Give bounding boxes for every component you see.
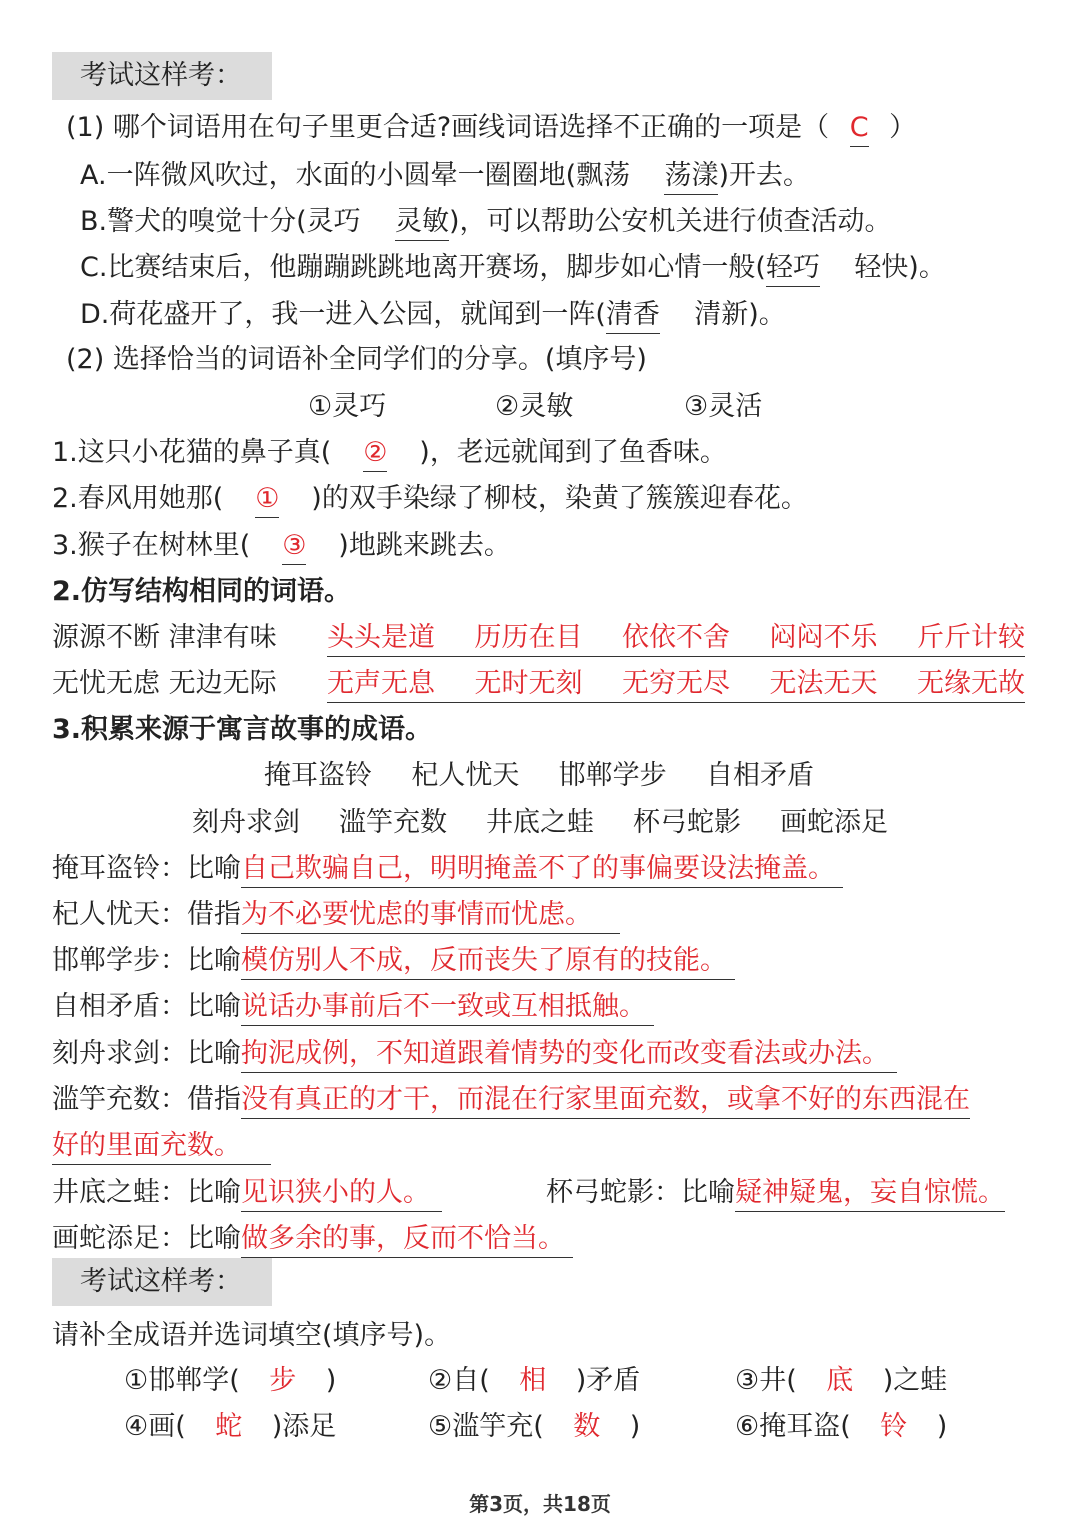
page-number: 第3页，共18页 — [469, 1492, 611, 1516]
def-9: 画蛇添足：比喻做多余的事，反而不恰当。 — [52, 1221, 573, 1258]
section3-heading: 3.积累来源于寓言故事的成语。 — [52, 714, 433, 745]
exam-tag: 考试这样考： — [52, 52, 272, 100]
section2-row-1-examples: 源源不断 津津有味 — [52, 622, 277, 653]
exam-tag-2: 考试这样考： — [52, 1258, 272, 1306]
def-6-cont: 好的里面充数。 — [52, 1128, 271, 1165]
option-d: D.荷花盛开了，我一进入公园，就闻到一阵(清香 清新)。 — [80, 297, 786, 334]
def-7: 井底之蛙：比喻见识狭小的人。 — [52, 1175, 442, 1212]
idiom-list-row-2: 刻舟求剑 滥竽充数 井底之蛙 杯弓蛇影 画蛇添足 — [192, 807, 888, 838]
def-4: 自相矛盾：比喻说话办事前后不一致或互相抵触。 — [52, 989, 654, 1026]
q2-item-3: 3.猴子在树林里( ③ )地跳来跳去。 — [52, 528, 511, 565]
option-c: C.比赛结束后，他蹦蹦跳跳地离开赛场，脚步如心情一般(轻巧 轻快)。 — [80, 250, 946, 287]
q2-prompt: (2) 选择恰当的词语补全同学们的分享。(填序号) — [66, 344, 647, 375]
def-3: 邯郸学步：比喻模仿别人不成，反而丧失了原有的技能。 — [52, 943, 735, 980]
option-b: B.警犬的嗅觉十分(灵巧 灵敏)，可以帮助公安机关进行侦查活动。 — [80, 204, 892, 241]
fill-item-6: ⑥掩耳盗( 铃 ) — [735, 1411, 948, 1442]
q2-item-2: 2.春风用她那( ① )的双手染绿了柳枝，染黄了簇簇迎春花。 — [52, 481, 808, 518]
idiom-list-row-1: 掩耳盗铃 杞人忧天 邯郸学步 自相矛盾 — [264, 760, 814, 791]
def-2: 杞人忧天：借指为不必要忧虑的事情而忧虑。 — [52, 897, 620, 934]
section2-row-2-examples: 无忧无虑 无边无际 — [52, 668, 277, 699]
def-1: 掩耳盗铃：比喻自己欺骗自己，明明掩盖不了的事偏要设法掩盖。 — [52, 851, 843, 888]
q1-prompt: (1) 哪个词语用在句子里更合适?画线词语选择不正确的一项是（ C ） — [66, 110, 916, 147]
fill-item-4: ④画( 蛇 )添足 — [124, 1411, 337, 1442]
choice-2: ②灵敏 — [495, 391, 574, 422]
section2-row-2-answers: 无声无息 无时无刻 无穷无尽 无法无天 无缘无故 — [327, 666, 1025, 703]
section4-prompt: 请补全成语并选词填空(填序号)。 — [52, 1320, 452, 1351]
def-5: 刻舟求剑：比喻拘泥成例，不知道跟着情势的变化而改变看法或办法。 — [52, 1036, 897, 1073]
def-8: 杯弓蛇影：比喻疑神疑鬼，妄自惊慌。 — [546, 1175, 1005, 1212]
def-6: 滥竽充数：借指没有真正的才干，而混在行家里面充数，或拿不好的东西混在 — [52, 1082, 970, 1119]
choice-3: ③灵活 — [684, 391, 763, 422]
fill-item-3: ③井( 底 )之蛙 — [735, 1365, 948, 1396]
fill-item-2: ②自( 相 )矛盾 — [428, 1365, 641, 1396]
q1-answer: C — [850, 110, 869, 147]
q2-item-1: 1.这只小花猫的鼻子真( ② )，老远就闻到了鱼香味。 — [52, 435, 727, 472]
section2-row-1-answers: 头头是道 历历在目 依依不舍 闷闷不乐 斤斤计较 — [327, 620, 1025, 657]
fill-item-1: ①邯郸学( 步 ) — [124, 1365, 337, 1396]
section2-heading: 2.仿写结构相同的词语。 — [52, 576, 352, 607]
choice-1: ①灵巧 — [308, 391, 387, 422]
option-a: A.一阵微风吹过，水面的小圆晕一圈圈地(飘荡 荡漾)开去。 — [80, 158, 810, 195]
fill-item-5: ⑤滥竽充( 数 ) — [428, 1411, 641, 1442]
